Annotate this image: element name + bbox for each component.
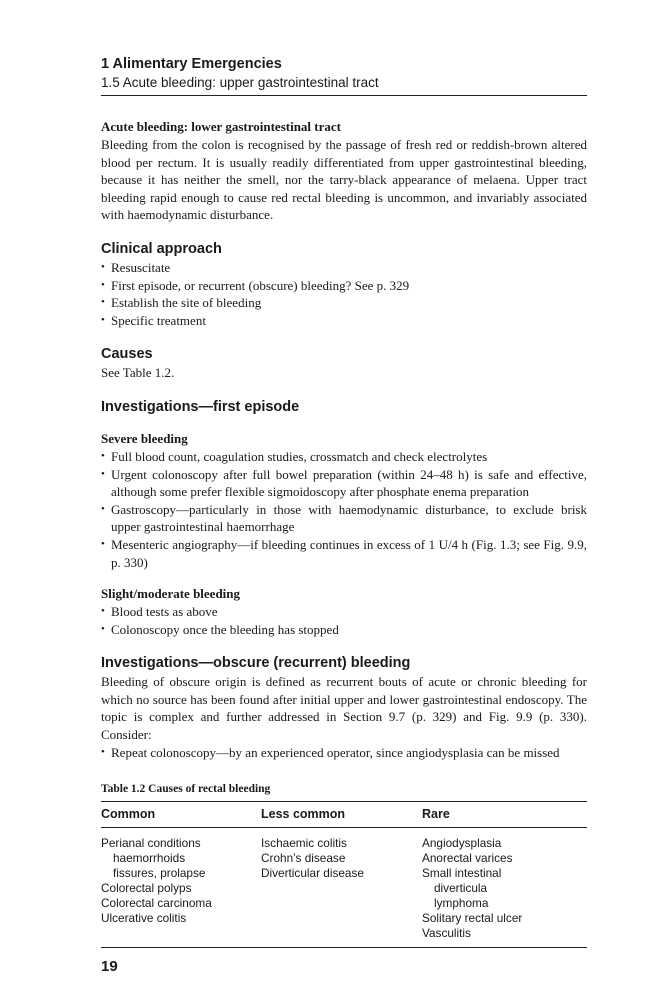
clinical-approach-list — [101, 259, 587, 329]
severe-bleeding-heading: Severe bleeding — [101, 430, 188, 446]
table-cell-line: Colorectal carcinoma — [101, 896, 212, 911]
list-item: • Establish the site of bleeding — [101, 294, 587, 312]
list-item: • First episode, or recurrent (obscure) bleeding? See p. 329 — [101, 277, 587, 295]
table-cell-common — [101, 828, 261, 948]
list-item: • Repeat colonoscopy—by an experienced operator, since angiodysplasia can be missed — [101, 744, 587, 762]
table-cell-line: fissures, prolapse — [113, 866, 206, 881]
list-item: • Gastroscopy—particularly in those with haemodynamic disturbance, to exclude brisk upper gastrointestinal haemorrhage — [101, 501, 587, 536]
running-head-chapter: 1 Alimentary Emergencies — [101, 56, 282, 72]
obscure-bleeding-paragraph: Bleeding of obscure origin is defined as recurrent bouts of acute or chronic bleeding for which no source has been found after initial upper and lower gastrointestinal endoscopy. The topic is complex and further addressed in Section 9.7 (p. 329) and Fig. 9.9 (p. 330). Consider: — [101, 674, 587, 743]
table-caption: Table 1.2 Causes of rectal bleeding — [101, 783, 271, 796]
table-cell-line: Perianal conditions — [101, 836, 201, 851]
list-item: • Full blood count, coagulation studies, crossmatch and check electrolytes — [101, 448, 587, 466]
slight-bleeding-list — [101, 603, 587, 638]
table-cell-line: Solitary rectal ulcer — [422, 911, 523, 926]
table-cell-rare — [422, 828, 587, 948]
table-cell-line: Ulcerative colitis — [101, 911, 187, 926]
severe-bleeding-list — [101, 448, 587, 571]
table-cell-line: Colorectal polyps — [101, 881, 192, 896]
table-cell-line: diverticula — [434, 881, 488, 896]
list-item: • Blood tests as above — [101, 603, 587, 621]
table-header-less-common: Less common — [261, 802, 422, 828]
table-cell-line: Anorectal varices — [422, 851, 513, 866]
causes-text: See Table 1.2. — [101, 365, 175, 381]
table-cell-line: lymphoma — [434, 896, 489, 911]
table-cell-line: Ischaemic colitis — [261, 836, 347, 851]
page-body — [101, 54, 587, 948]
page-number: 19 — [101, 958, 118, 975]
table-cell-line: haemorrhoids — [113, 851, 186, 866]
table-cell-line: Crohn’s disease — [261, 851, 346, 866]
list-item: • Urgent colonoscopy after full bowel preparation (within 24–48 h) is safe and effective, although some prefer flexible sigmoidoscopy after phosphate enema preparation — [101, 466, 587, 501]
table-cell-less-common — [261, 828, 422, 948]
intro-paragraph: Bleeding from the colon is recognised by the passage of fresh red or reddish-brown altered blood per rectum. It is usually readily differentiated from upper gastrointestinal bleeding, because it has neither the smell, nor the tarry-black appearance of melaena. Upper tract bleeding rapid enough to cause red rectal bleeding is uncommon, and invariably associated with haemodynamic disturbance. — [101, 137, 587, 223]
obscure-bleeding-heading: Investigations—obscure (recurrent) bleeding — [101, 655, 411, 672]
clinical-approach-heading: Clinical approach — [101, 240, 222, 257]
list-item: • Resuscitate — [101, 259, 587, 277]
causes-table — [101, 801, 587, 948]
running-head-section: 1.5 Acute bleeding: upper gastrointestinal tract — [101, 74, 587, 96]
causes-heading: Causes — [101, 346, 153, 363]
obscure-bleeding-list — [101, 744, 587, 762]
list-item: • Colonoscopy once the bleeding has stopped — [101, 621, 587, 639]
intro-heading: Acute bleeding: lower gastrointestinal tract — [101, 119, 341, 134]
table-header-rare: Rare — [422, 802, 587, 828]
table-cell-line: Small intestinal — [422, 866, 502, 881]
table-cell-line: Vasculitis — [422, 926, 471, 941]
table-cell-line: Angiodysplasia — [422, 836, 502, 851]
list-item: • Specific treatment — [101, 312, 587, 330]
table-cell-line: Diverticular disease — [261, 866, 364, 881]
table-header-common: Common — [101, 802, 261, 828]
first-episode-heading: Investigations—first episode — [101, 398, 300, 415]
slight-bleeding-heading: Slight/moderate bleeding — [101, 586, 241, 602]
list-item: • Mesenteric angiography—if bleeding continues in excess of 1 U/4 h (Fig. 1.3; see Fig. 9.9, p. 330) — [101, 536, 587, 571]
